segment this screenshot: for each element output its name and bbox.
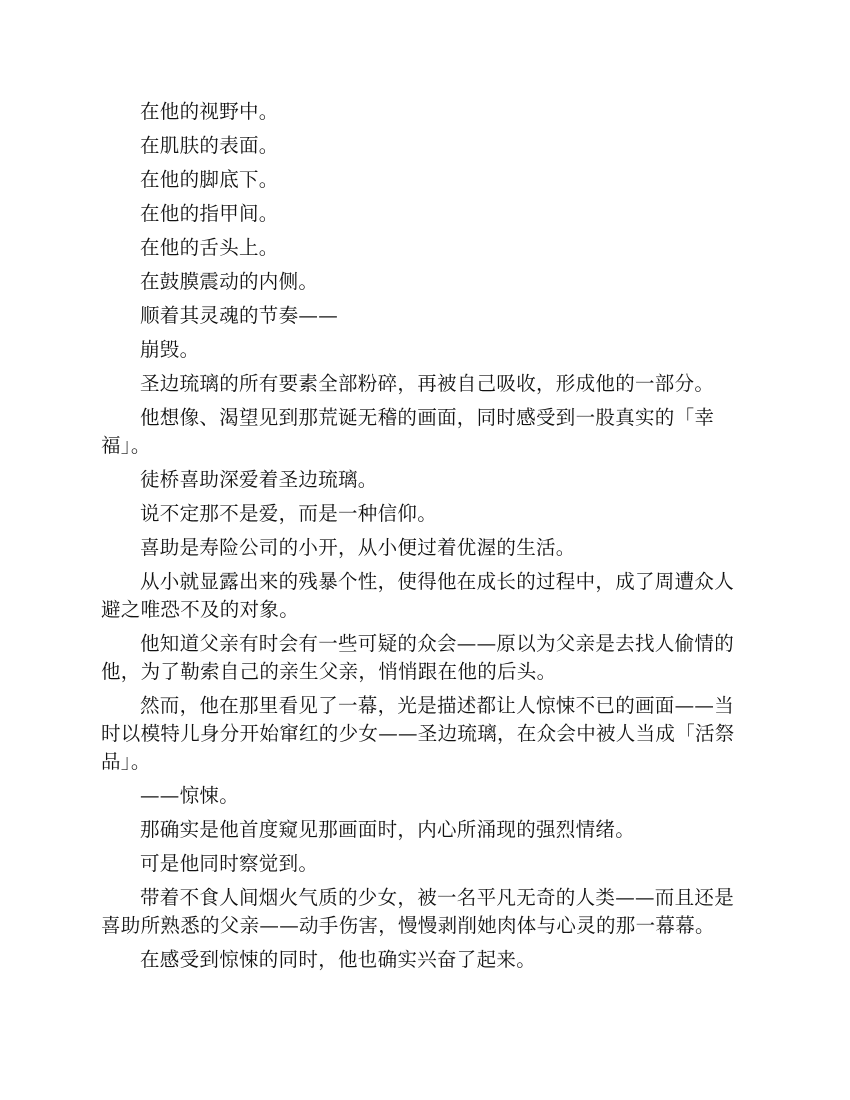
- paragraph: 从小就显露出来的残暴个性，使得他在成长的过程中，成了周遭众人避之唯恐不及的对象。: [101, 570, 735, 621]
- paragraph: 然而，他在那里看见了一幕，光是描述都让人惊悚不已的画面——当时以模特儿身分开始窜红的少女——圣边琉璃，在众会中被人当成「活祭品」。: [101, 694, 735, 773]
- body-text: [101, 98, 749, 980]
- paragraph: ——惊悚。: [140, 784, 239, 807]
- paragraph: 在他的舌头上。: [140, 236, 279, 259]
- paragraph: 在鼓膜震动的内侧。: [140, 270, 319, 293]
- paragraph: 可是他同时察觉到。: [140, 852, 319, 875]
- paragraph: 他想像、渴望见到那荒诞无稽的画面，同时感受到一股真实的「幸福」。: [101, 406, 715, 457]
- paragraph: 顺着其灵魂的节奏——: [140, 304, 338, 327]
- paragraph: 他知道父亲有时会有一些可疑的众会——原以为父亲是去找人偷情的他，为了勒索自己的亲生父亲，悄悄跟在他的后头。: [101, 632, 735, 683]
- paragraph: 徒桥喜助深爱着圣边琉璃。: [140, 468, 378, 491]
- paragraph: 在感受到惊悚的同时，他也确实兴奋了起来。: [140, 948, 537, 971]
- paragraph: 圣边琉璃的所有要素全部粉碎，再被自己吸收，形成他的一部分。: [140, 372, 715, 395]
- paragraph: 那确实是他首度窥见那画面时，内心所涌现的强烈情绪。: [140, 818, 636, 841]
- paragraph: 在他的指甲间。: [140, 202, 279, 225]
- paragraph: 说不定那不是爱，而是一种信仰。: [140, 502, 438, 525]
- paragraph: 崩毁。: [140, 338, 200, 361]
- paragraph: 带着不食人间烟火气质的少女，被一名平凡无奇的人类——而且还是喜助所熟悉的父亲——动手伤害，慢慢剥削她肉体与心灵的那一幕幕。: [101, 886, 735, 937]
- paragraph: 喜助是寿险公司的小开，从小便过着优渥的生活。: [140, 536, 576, 559]
- paragraph: 在肌肤的表面。: [140, 134, 279, 157]
- paragraph: 在他的视野中。: [140, 100, 279, 123]
- paragraph: 在他的脚底下。: [140, 168, 279, 191]
